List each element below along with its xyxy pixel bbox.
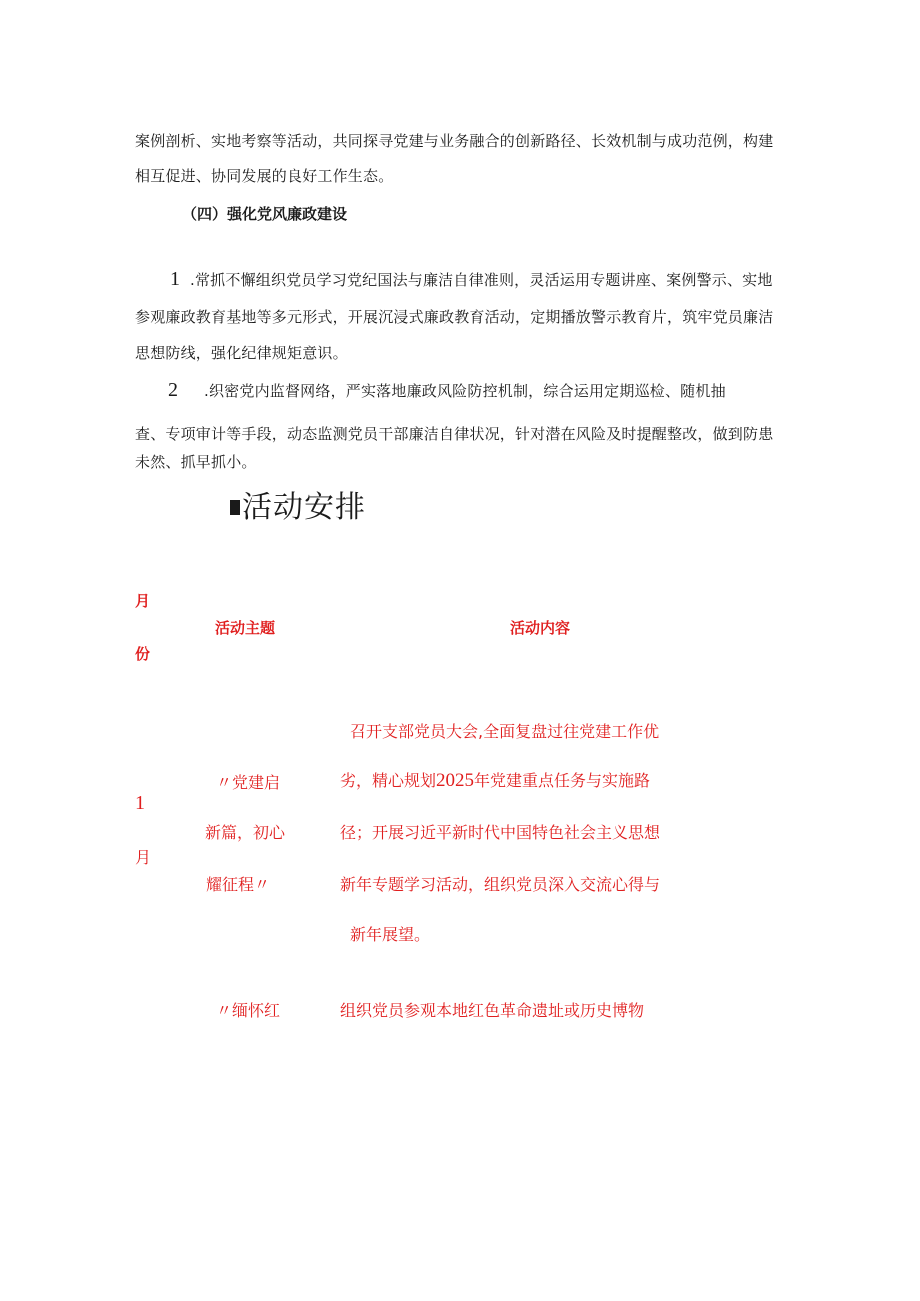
row-1-content-line-4: 新年专题学习活动，组织党员深入交流心得与 (340, 875, 661, 894)
item-1-line-3: 思想防线，强化纪律规矩意识。 (135, 344, 348, 362)
item-2-line-2: 查、专项审计等手段，动态监测党员干部廉洁自律状况，针对潜在风险及时提醒整改，做到防患 (135, 425, 774, 443)
row-1-content-line-2a: 劣，精心规划 (340, 771, 437, 790)
item-1-first-line (170, 268, 773, 291)
row-2-content-line-1: 组织党员参观本地红色革命遗址或历史博物 (340, 1001, 645, 1020)
row-1-content-line-2b: 年党建重点任务与实施路 (474, 771, 651, 790)
item-2-number: 2 (168, 379, 178, 401)
header-month-bottom: 份 (135, 645, 151, 663)
section-title: 活动安排 (242, 490, 366, 525)
item-2-text: .织密党内监督网络，严实落地廉政风险防控机制，综合运用定期巡检、随机抽 (204, 382, 726, 400)
item-2-first-line (168, 379, 726, 402)
square-bullet-icon (230, 500, 240, 515)
row-1-month-number: 1 (135, 792, 145, 814)
header-month-top: 月 (135, 592, 151, 610)
row-1-content-line-2 (340, 768, 650, 792)
row-1-year: 2025 (436, 770, 475, 791)
header-content: 活动内容 (510, 619, 571, 637)
row-1-content-line-5: 新年展望。 (350, 925, 431, 944)
subsection-title: （四）强化党风廉政建设 (182, 205, 348, 223)
row-1-theme-line-3: 耀征程〃 (206, 875, 271, 894)
item-1-line-2: 参观廉政教育基地等多元形式，开展沉浸式廉政教育活动，定期播放警示教育片，筑牢党员廉洁 (135, 308, 774, 326)
row-1-content-line-3: 径；开展习近平新时代中国特色社会主义思想 (340, 823, 661, 842)
row-1-month-unit: 月 (135, 848, 152, 867)
row-2-theme-line-1: 〃缅怀红 (216, 1001, 281, 1020)
item-1-number: 1 (170, 268, 180, 290)
row-1-content-line-1: 召开支部党员大会,全面复盘过往党建工作优 (350, 722, 660, 741)
intro-line-1: 案例剖析、实地考察等活动，共同探寻党建与业务融合的创新路径、长效机制与成功范例，构建 (135, 132, 774, 150)
item-2-line-3: 未然、抓早抓小。 (135, 453, 257, 471)
intro-line-2: 相互促进、协同发展的良好工作生态。 (135, 167, 394, 185)
header-theme: 活动主题 (215, 619, 276, 637)
section-heading (230, 482, 366, 526)
item-1-text: .常抓不懈组织党员学习党纪国法与廉洁自律准则，灵活运用专题讲座、案例警示、实地 (190, 271, 773, 289)
row-1-theme-line-1: 〃党建启 (216, 773, 281, 792)
row-1-theme-line-2: 新篇，初心 (205, 823, 286, 842)
